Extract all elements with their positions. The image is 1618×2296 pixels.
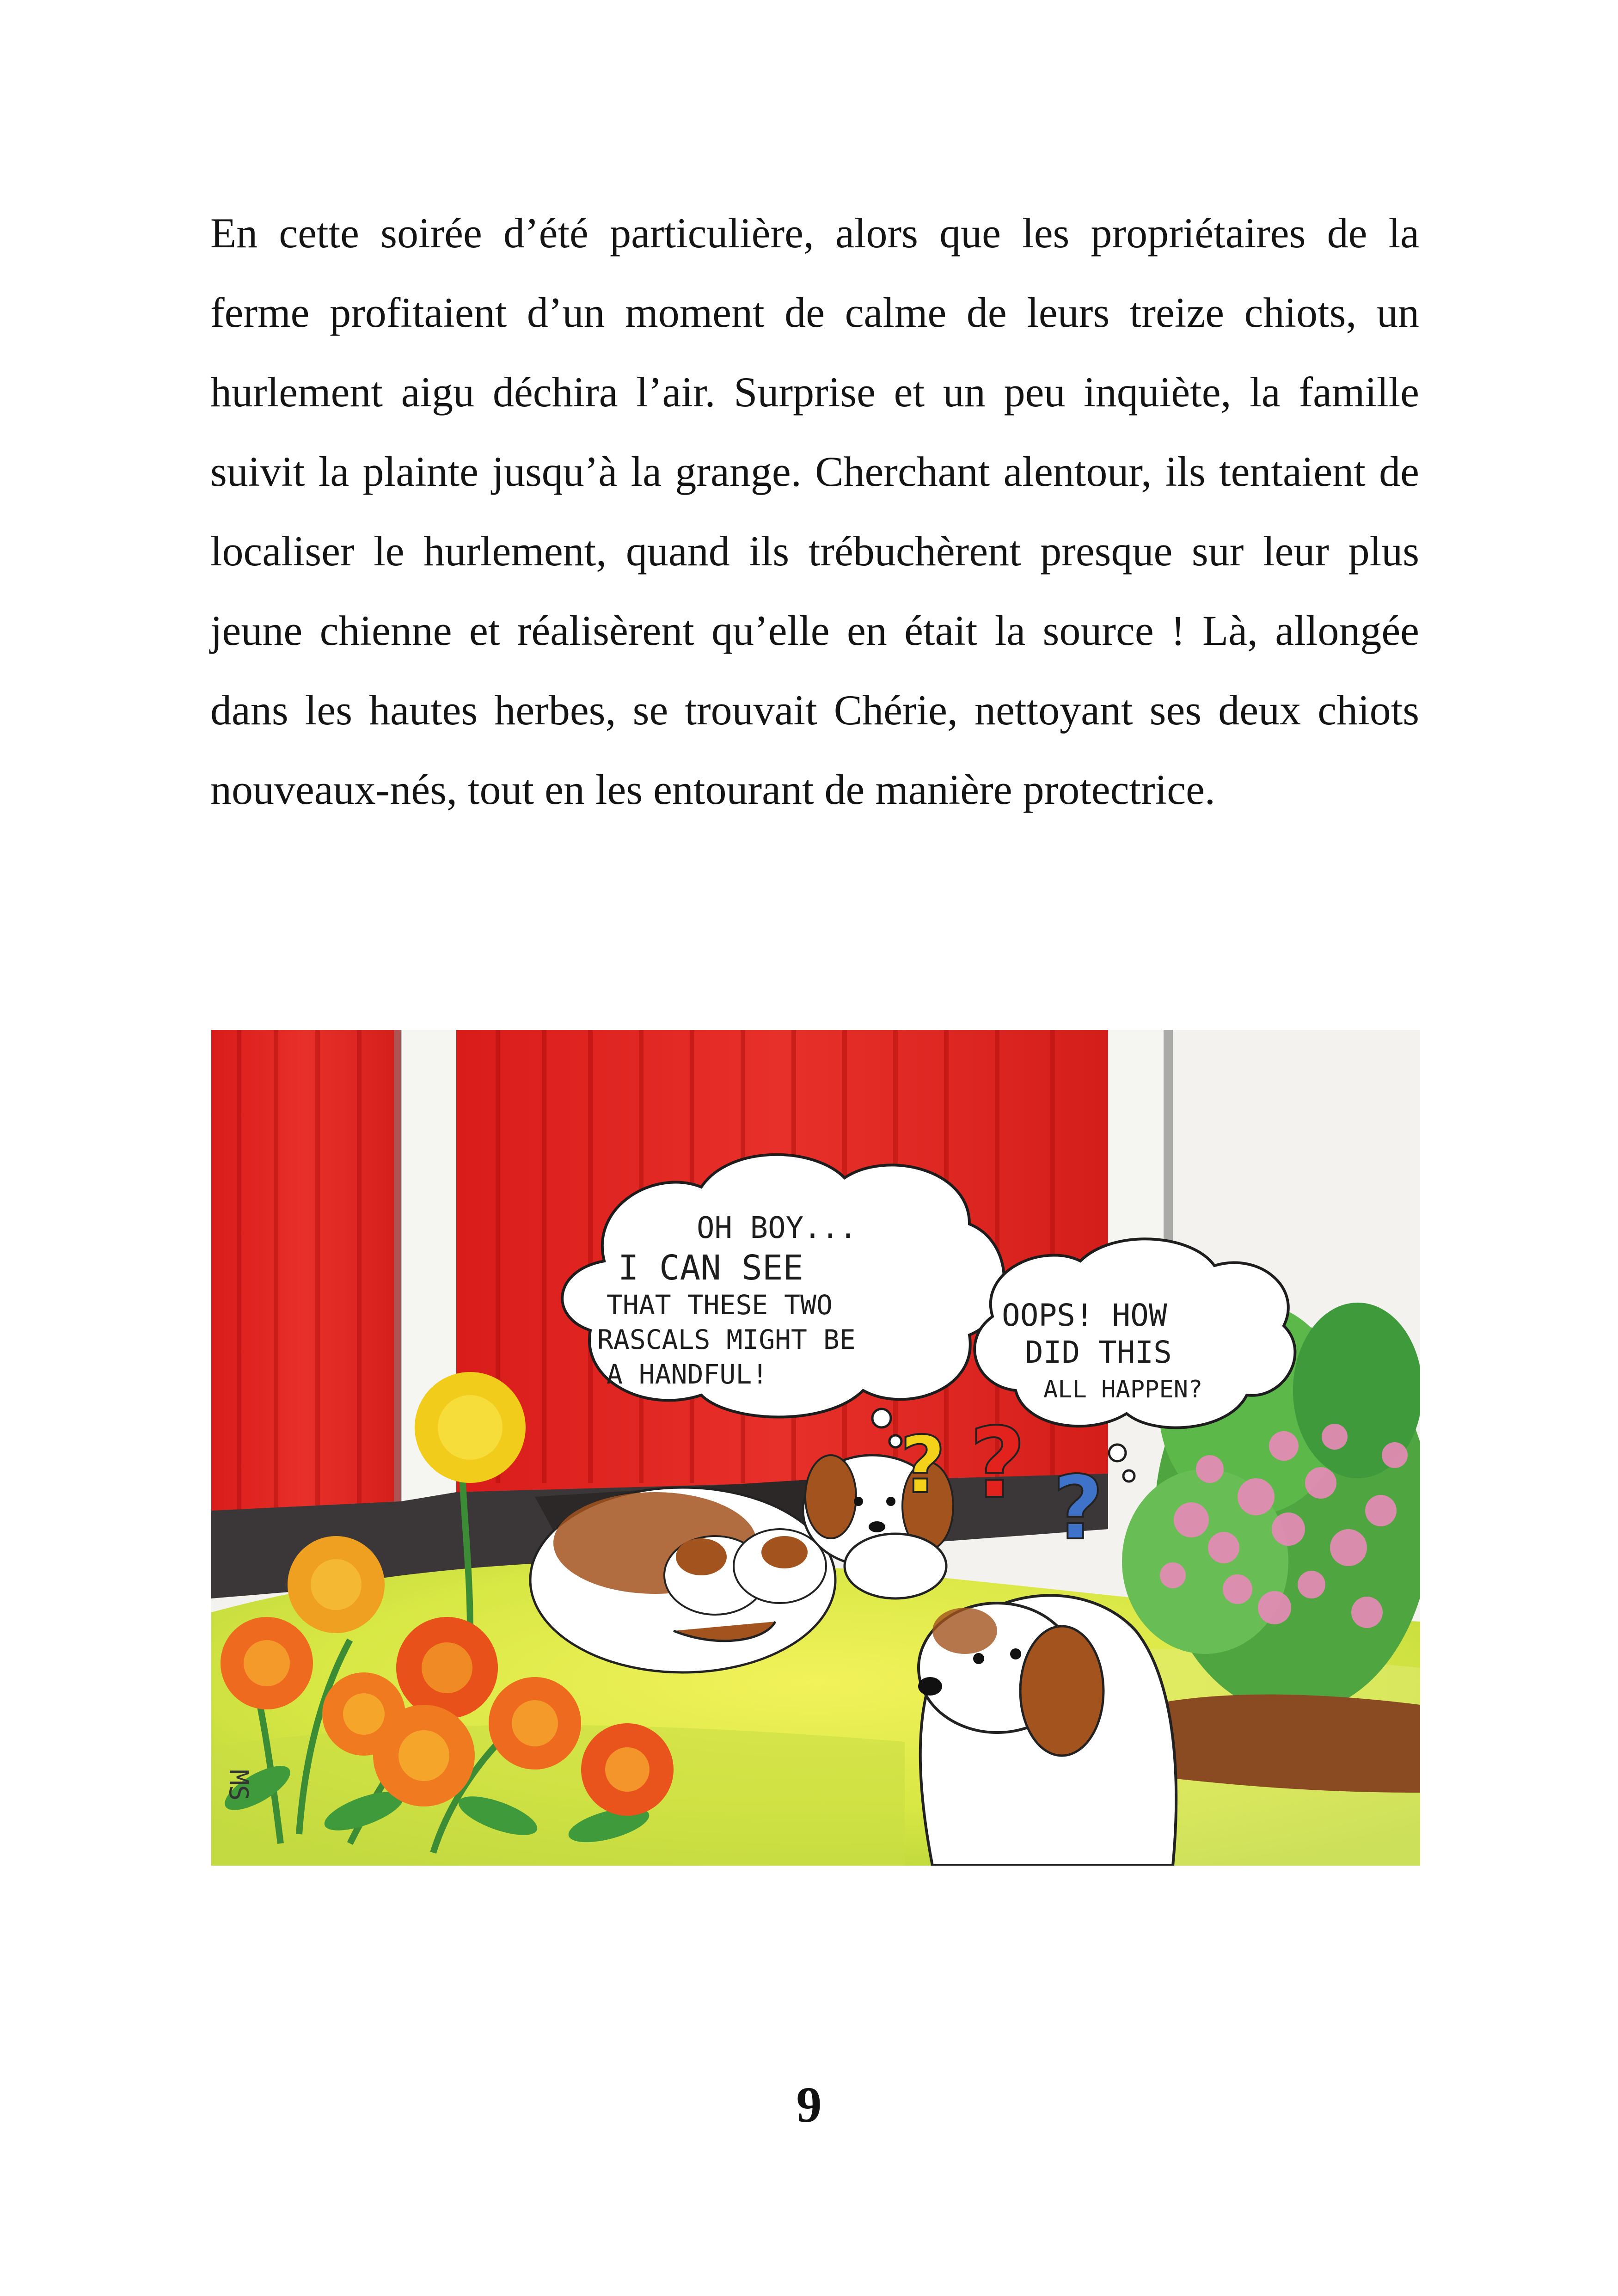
story-text bbox=[210, 193, 1419, 829]
bubble-left-line-5: A HANDFUL! bbox=[607, 1359, 768, 1390]
bubble-left-line-3: THAT THESE TWO bbox=[607, 1289, 833, 1321]
bubble-right-line-1: OOPS! HOW bbox=[1002, 1298, 1167, 1333]
bubble-left-line-2: I CAN SEE bbox=[618, 1248, 803, 1288]
story-paragraph: En cette soirée d’été particulière, alors que les propriétaires de la ferme profitaient d’un moment de calme de leurs treize chiots, un hurlement aigu déchira l’air. Surprise et un peu inquiète, la famille suivit la plainte jusqu’à la grange. Cherchant alentour, ils tentaient de localiser le hurlement, quand ils trébuchèrent presque sur leur plus jeune chienne et réalisèrent qu’elle en était la source ! Là, allongée dans les hautes herbes, se trouvait Chérie, nettoyant ses deux chiots nouveaux-nés, tout en les entourant de manière protectrice. bbox=[210, 209, 1419, 813]
bubble-right-line-3: ALL HAPPEN? bbox=[1043, 1376, 1203, 1403]
question-mark-yellow: ? bbox=[900, 1420, 946, 1511]
artist-signature: MS bbox=[223, 1769, 253, 1801]
bubble-left-line-4: RASCALS MIGHT BE bbox=[597, 1324, 856, 1355]
illustration bbox=[211, 1030, 1420, 1866]
question-mark-red: ? bbox=[969, 1407, 1026, 1520]
page-number: 9 bbox=[796, 2076, 822, 2133]
question-mark-blue: ? bbox=[1053, 1457, 1104, 1559]
bubble-left-line-1: OH BOY... bbox=[697, 1211, 857, 1245]
father-dog bbox=[918, 1595, 1176, 1866]
illustration-drawing bbox=[211, 1030, 1420, 1866]
bubble-right-line-2: DID THIS bbox=[1025, 1335, 1172, 1370]
